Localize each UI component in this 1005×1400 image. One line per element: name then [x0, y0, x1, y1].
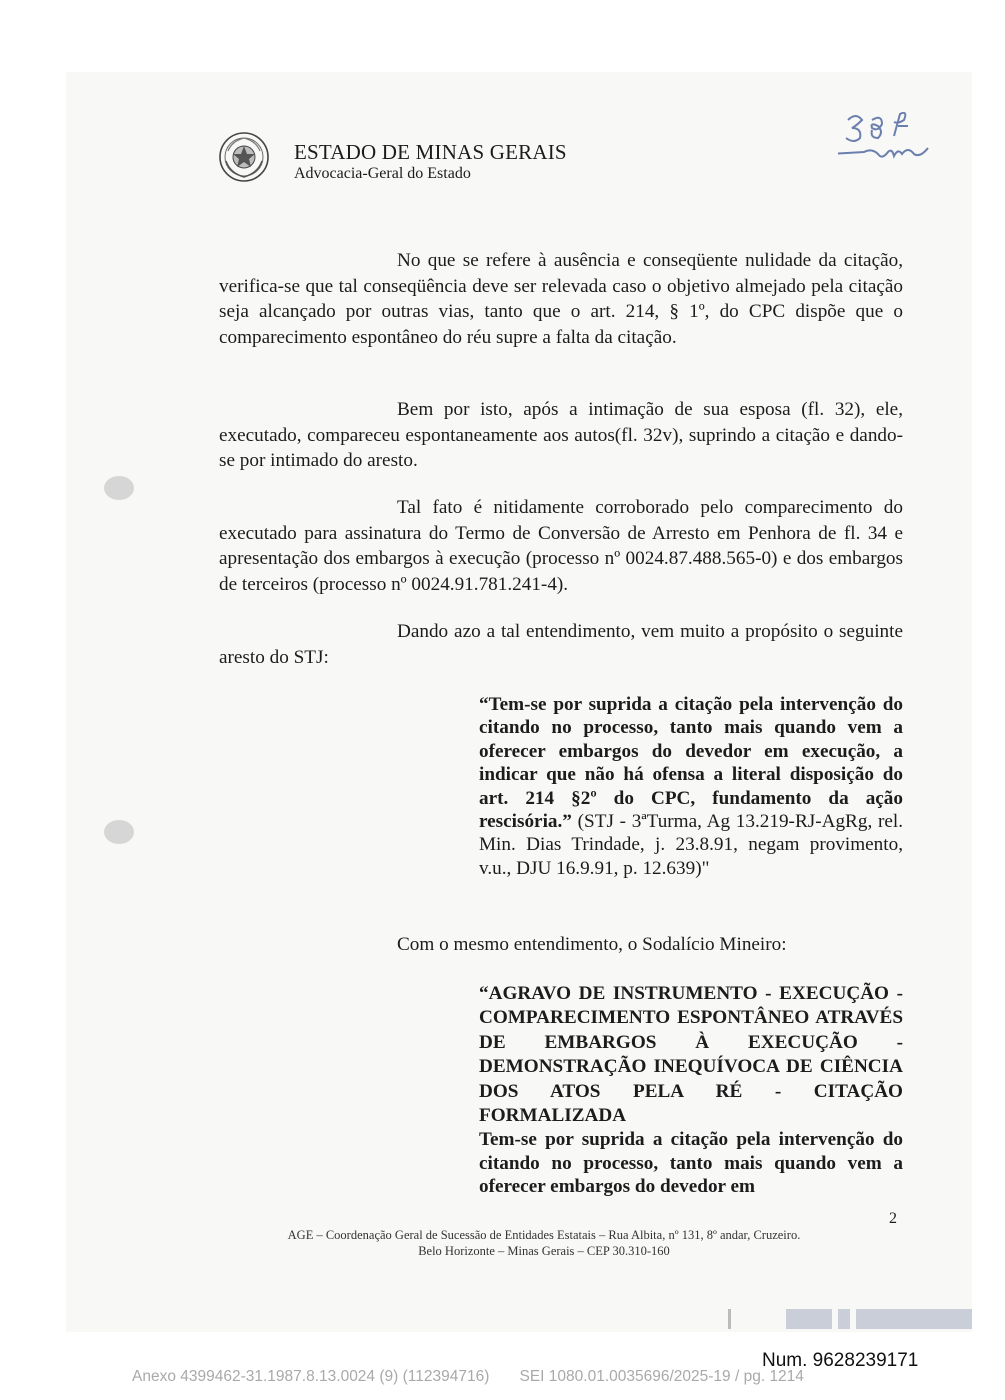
paragraph-stj-intro: Dando azo a tal entendimento, vem muito a propósito o seguinte aresto do STJ: — [219, 621, 903, 668]
footer-city: Belo Horizonte – Minas Gerais – CEP 30.310-160 — [418, 1244, 670, 1258]
quote-stj — [479, 693, 903, 880]
scan-artifact — [838, 1309, 850, 1329]
paragraph-tjmg-intro: Com o mesmo entendimento, o Sodalício Mineiro: — [397, 934, 787, 955]
paragraph-citation-nullity: No que se refere à ausência e conseqüente nulidade da citação, verifica-se que tal conseqüência deve ser relevada caso o objetivo almejado pela citação seja alcançado por outras vias, tanto que o art. 214, § 1º, do CPC dispõe que o comparecimento espontâneo do réu supre a falta da citação. — [219, 250, 903, 348]
footer-address: AGE – Coordenação Geral de Sucessão de Entidades Estatais – Rua Albita, nº 131, 8º andar, Cruzeiro. — [287, 1228, 801, 1242]
state-coat-of-arms — [218, 131, 270, 183]
handwritten-folio-note — [838, 108, 938, 168]
header-title: ESTADO DE MINAS GERAIS — [294, 140, 567, 164]
quote-stj-reference: (STJ - 3ªTurma, Ag 13.219-RJ-AgRg, rel. Min. Dias Trindade, j. 23.8.91, negam provimento, v.u., DJU 16.9.91, p. 12.639)" — [479, 811, 904, 879]
scan-artifact — [728, 1309, 731, 1329]
quote-tjmg — [479, 982, 903, 1199]
punch-hole — [104, 476, 134, 500]
quote-tjmg-text: Tem-se por suprida a citação pela intervenção do citando no processo, tanto mais quando vem a oferecer embargos do devedor em — [479, 1129, 903, 1198]
quote-tjmg-headnote: “AGRAVO DE INSTRUMENTO - EXECUÇÃO - COMPARECIMENTO ESPONTÂNEO ATRAVÉS DE EMBARGOS À EXECUÇÃO - DEMONSTRAÇÃO INEQUÍVOCA DE CIÊNCIA DOS ATOS PELA RÉ - CITAÇÃO FORMALIZADA — [479, 983, 903, 1127]
header-subtitle: Advocacia-Geral do Estado — [294, 165, 471, 182]
punch-hole — [104, 820, 134, 844]
annex-reference-stamp: Anexo 4399462-31.1987.8.13.0024 (9) (112394716) SEI 1080.01.0035696/2025-19 / pg. 1214 — [132, 1368, 804, 1385]
quote-stj-text: “Tem-se por suprida a citação pela intervenção do citando no processo, tanto mais quando vem a oferecer embargos do devedor em execução, a indicar que não há ofensa a literal disposição do art. 214 §2º do CPC, fundamento da ação rescisória.” — [479, 694, 903, 833]
page-number: 2 — [889, 1210, 897, 1227]
paragraph-corroboration: Tal fato é nitidamente corroborado pelo comparecimento do executado para assinatura do Termo de Conversão de Arresto em Penhora de fl. 34 e apresentação dos embargos à execução (processo nº 0024.87.488.565-0) e dos embargos de terceiros (processo nº 0024.91.781.241-4). — [219, 497, 903, 595]
paragraph-spontaneous-appearance: Bem por isto, após a intimação de sua esposa (fl. 32), ele, executado, compareceu espontaneamente aos autos(fl. 32v), suprindo a citação e dando-se por intimado do aresto. — [219, 399, 903, 471]
scan-artifact — [786, 1309, 832, 1329]
scan-artifact — [856, 1309, 972, 1329]
document-number-stamp: Num. 9628239171 — [762, 1350, 919, 1371]
